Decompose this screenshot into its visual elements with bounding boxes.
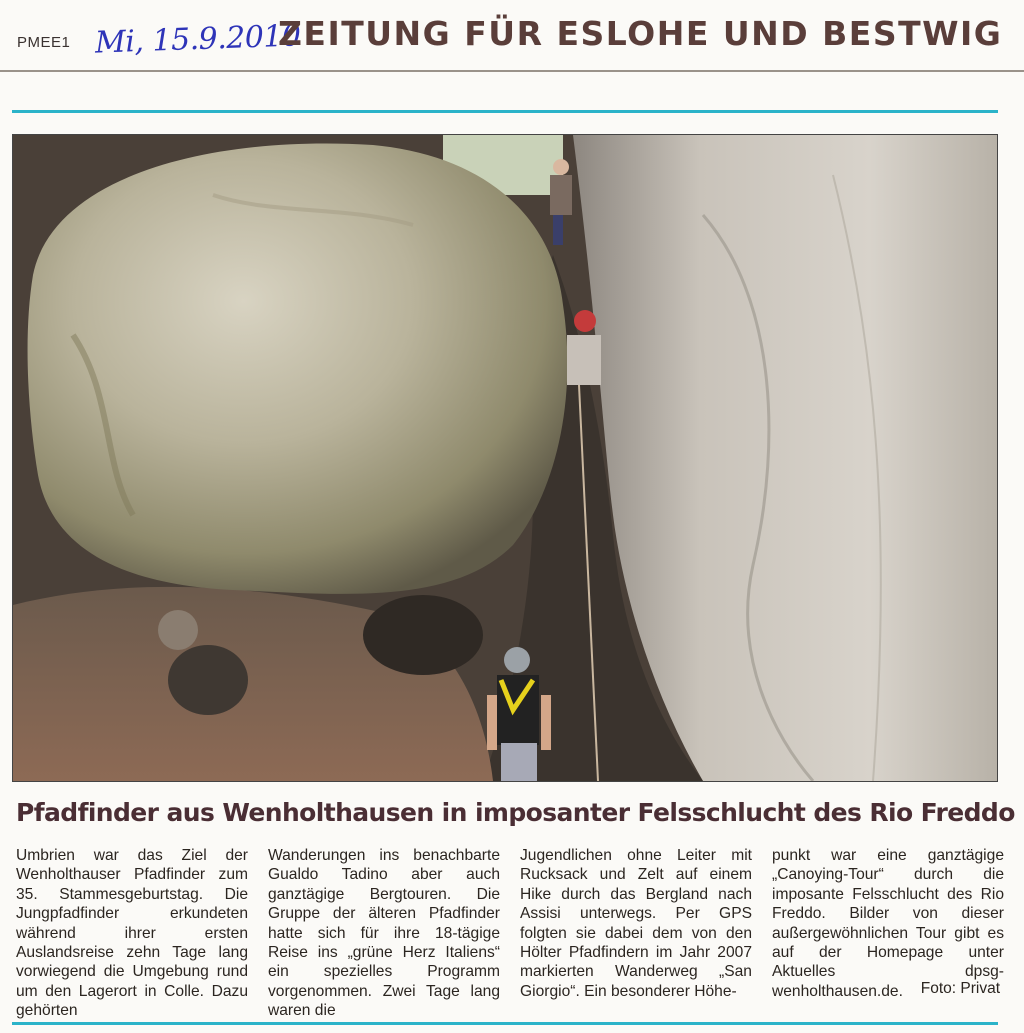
- article-column-3: Jugendlichen ohne Leiter mit Rucksack und Zelt auf einem Hike durch das Bergland nach Assisi unterwegs. Per GPS folgten sie dabei dem von den Hölter Pfadfindern im Jahr 2007 markierten Wanderweg „San Giorgio“. Ein besonderer Höhe-: [520, 847, 752, 1000]
- newspaper-title: ZEITUNG FÜR ESLOHE UND BESTWIG: [278, 14, 1003, 53]
- page-code: PMEE1: [17, 34, 71, 51]
- masthead: [0, 0, 1024, 72]
- canyon-photo-illustration: [13, 135, 997, 781]
- article-column-4: punkt war eine ganztägige „Canoying-Tour“ durch die imposante Felsschlucht des Rio Freddo. Bilder von dieser außergewöhnlichen Tour gibt es auf der Homepage unter Aktuelles dpsg-wenholthausen.de.: [772, 847, 1004, 1000]
- bottom-accent-rule: [12, 1022, 998, 1025]
- handwritten-date: Mi, 15.9.2010: [94, 18, 302, 61]
- top-accent-rule: [12, 110, 998, 113]
- photo-credit: Foto: Privat: [920, 980, 1000, 997]
- article-headline: Pfadfinder aus Wenholthausen in imposanter Felsschlucht des Rio Freddo: [16, 798, 1015, 827]
- article-body: [16, 846, 1004, 1020]
- article-photo: [12, 134, 998, 782]
- article-column-2: Wanderungen ins benachbarte Gualdo Tadino aber auch ganztägige Bergtouren. Die Gruppe der älteren Pfadfinder hatte sich für ihre 18-tägige Reise ins „grüne Herz Italiens“ ein spezielles Programm vorgenommen. Zwei Tage lang waren die: [268, 847, 500, 1020]
- article-column-1: Umbrien war das Ziel der Wenholthauser Pfadfinder zum 35. Stammesgeburtstag. Die Jungpfadfinder erkundeten während ihrer ersten Auslandsreise zehn Tage lang vorwiegend die Umgebung rund um den Lagerort in Colle. Dazu gehörten: [16, 847, 248, 1020]
